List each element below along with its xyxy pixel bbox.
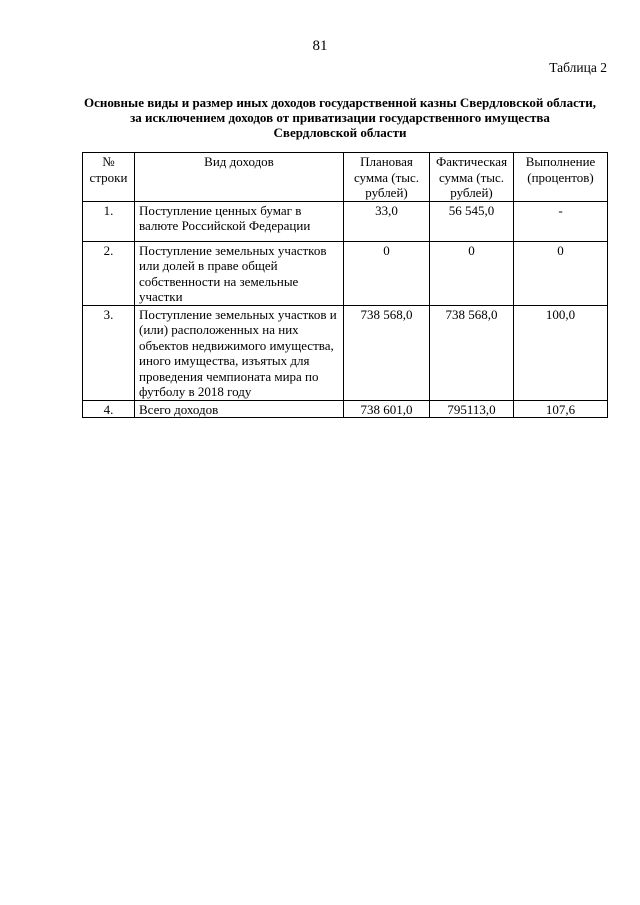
header-actual: Фактическая сумма (тыс. рублей) xyxy=(430,153,514,202)
table-row xyxy=(83,305,608,400)
header-plan: Плановая сумма (тыс. рублей) xyxy=(344,153,430,202)
row-actual: 738 568,0 xyxy=(430,305,514,400)
row-num: 3. xyxy=(83,305,135,400)
row-num: 2. xyxy=(83,241,135,305)
row-percent: 107,6 xyxy=(514,400,608,418)
table-row xyxy=(83,241,608,305)
header-type: Вид доходов xyxy=(135,153,344,202)
row-percent: 0 xyxy=(514,241,608,305)
page-number: 81 xyxy=(312,38,328,54)
table-row-total xyxy=(83,400,608,418)
row-type: Поступление земельных участков или долей в праве общей собственности на земельные участки xyxy=(135,241,344,305)
row-actual: 795113,0 xyxy=(430,400,514,418)
row-num: 1. xyxy=(83,201,135,241)
row-type: Поступление ценных бумаг в валюте Российской Федерации xyxy=(135,201,344,241)
row-percent: 100,0 xyxy=(514,305,608,400)
row-actual: 0 xyxy=(430,241,514,305)
header-percent: Выполнение (процентов) xyxy=(514,153,608,202)
row-actual: 56 545,0 xyxy=(430,201,514,241)
row-type: Всего доходов xyxy=(135,400,344,418)
row-plan: 738 601,0 xyxy=(344,400,430,418)
table-header-row xyxy=(83,153,608,202)
row-plan: 33,0 xyxy=(344,201,430,241)
title-line-3: Свердловской области xyxy=(273,125,407,140)
row-plan: 738 568,0 xyxy=(344,305,430,400)
row-plan: 0 xyxy=(344,241,430,305)
table-row xyxy=(83,201,608,241)
table-label: Таблица 2 xyxy=(549,60,607,75)
income-table xyxy=(82,152,608,418)
document-title xyxy=(60,95,620,140)
title-line-2: за исключением доходов от приватизации государственного имущества xyxy=(130,110,550,125)
row-num: 4. xyxy=(83,400,135,418)
title-line-1: Основные виды и размер иных доходов государственной казны Свердловской области, xyxy=(83,95,596,110)
header-num: № строки xyxy=(83,153,135,202)
row-percent: - xyxy=(514,201,608,241)
row-type: Поступление земельных участков и (или) расположенных на них объектов недвижимого имущества, иного имущества, изъятых для проведения чемпионата мира по футболу в 2018 году xyxy=(135,305,344,400)
